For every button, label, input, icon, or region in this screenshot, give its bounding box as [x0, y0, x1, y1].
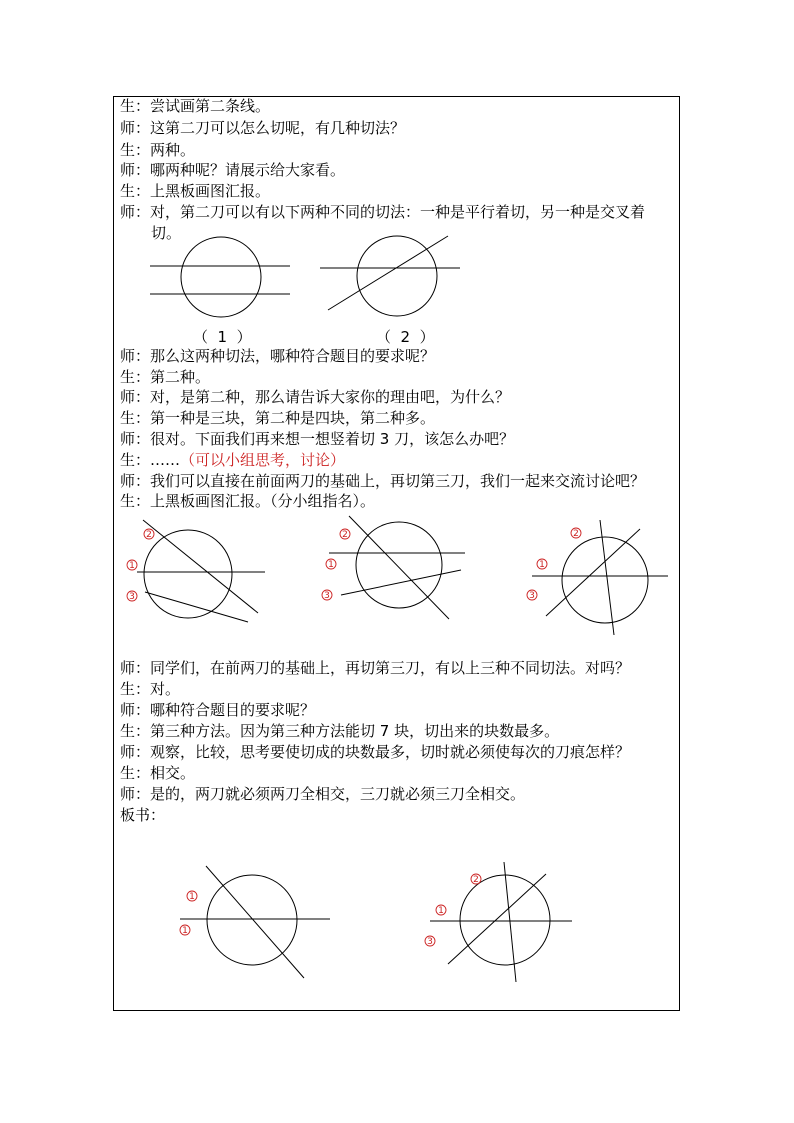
- cake-circle: [356, 522, 442, 608]
- cut-line: [349, 516, 449, 619]
- figure-parallel-cuts: [140, 228, 300, 323]
- cake-circle: [357, 236, 437, 316]
- dialogue-line: 师：哪两种呢？请展示给大家看。: [120, 161, 346, 179]
- dialogue-line: 生：尝试画第二条线。: [120, 97, 271, 115]
- marker-two: [340, 529, 350, 540]
- marker-one: [187, 891, 197, 902]
- marker-two: [144, 529, 154, 540]
- figure-three-cuts-b: [315, 515, 475, 625]
- dialogue-line: 生：第二种。: [120, 368, 211, 386]
- cake-circle: [181, 237, 261, 317]
- marker-one: [537, 559, 547, 570]
- dialogue-line: [120, 451, 345, 470]
- dialogue-line: 师：对，第二刀可以有以下两种不同的切法：一种是平行着切，另一种是交叉着: [120, 203, 646, 221]
- dialogue-line: 生：对。: [120, 680, 181, 698]
- figure-caption: （ 2 ）: [376, 328, 435, 346]
- dialogue-line: 师：同学们，在前两刀的基础上，再切第三刀，有以上三种不同切法。对吗？: [120, 659, 631, 677]
- dialogue-line: 师：这第二刀可以怎么切呢，有几种切法？: [120, 119, 406, 137]
- svg-text:1: 1: [129, 561, 135, 572]
- dialogue-line: 生：上黑板画图汇报。: [120, 182, 271, 200]
- dialogue-line: 生：两种。: [120, 141, 196, 159]
- dialogue-line: 切。: [151, 224, 182, 242]
- dialogue-line: 生：第一种是三块，第二种是四块，第二种多。: [120, 409, 436, 427]
- dialogue-line: 师：是的，两刀就必须两刀全相交，三刀就必须三刀全相交。: [120, 785, 526, 803]
- marker-three: [527, 590, 537, 601]
- cake-circle: [207, 875, 297, 965]
- svg-text:3: 3: [427, 937, 433, 948]
- svg-text:2: 2: [146, 530, 152, 541]
- marker-one: [127, 560, 137, 571]
- discuss-prefix: 生：……: [120, 451, 181, 469]
- dialogue-line: 师：很对。下面我们再来想一想竖着切 3 刀，该怎么办吧？: [120, 430, 515, 448]
- dialogue-line: 师：观察，比较，思考要使切成的块数最多，切时就必须使每次的刀痕怎样？: [120, 743, 631, 761]
- cut-line: [448, 874, 546, 964]
- cut-line: [504, 862, 516, 982]
- cake-circle: [460, 875, 550, 965]
- svg-text:1: 1: [539, 560, 545, 571]
- board-notes-label: 板书：: [120, 806, 166, 824]
- cut-line: [206, 866, 304, 978]
- svg-text:2: 2: [573, 529, 579, 540]
- cake-circle: [562, 537, 648, 623]
- figure-crossing-cuts: [310, 228, 470, 323]
- dialogue-line: 师：那么这两种切法，哪种符合题目的要求呢？: [120, 347, 436, 365]
- marker-one: [326, 559, 336, 570]
- svg-text:2: 2: [342, 530, 348, 541]
- dialogue-line: 生：相交。: [120, 764, 196, 782]
- figure-three-cuts-a: [115, 515, 275, 625]
- svg-text:1: 1: [438, 906, 444, 917]
- marker-one: [180, 925, 190, 936]
- svg-text:2: 2: [473, 875, 479, 886]
- svg-text:1: 1: [189, 892, 195, 903]
- cut-line: [546, 529, 640, 616]
- dialogue-line: 师：我们可以直接在前面两刀的基础上，再切第三刀，我们一起来交流讨论吧？: [120, 472, 646, 490]
- cut-line: [143, 520, 258, 613]
- board-figure-two-cuts: [170, 860, 340, 985]
- dialogue-line: 师：对，是第二种，那么请告诉大家你的理由吧，为什么？: [120, 388, 511, 406]
- discuss-note: （可以小组思考，讨论）: [180, 451, 346, 469]
- dialogue-line: 生：第三种方法。因为第三种方法能切 7 块，切出来的块数最多。: [120, 722, 560, 740]
- board-figure-three-cuts: [420, 860, 590, 985]
- marker-three: [127, 591, 137, 602]
- marker-one: [436, 905, 446, 916]
- figure-three-cuts-c: [520, 515, 680, 640]
- svg-text:1: 1: [328, 560, 334, 571]
- marker-three: [425, 936, 435, 947]
- marker-two: [571, 528, 581, 539]
- svg-text:3: 3: [129, 592, 135, 603]
- cut-line: [341, 570, 461, 595]
- marker-three: [322, 590, 332, 601]
- dialogue-line: 师：哪种符合题目的要求呢？: [120, 701, 316, 719]
- dialogue-line: 生：上黑板画图汇报。（分小组指名）。: [120, 492, 376, 510]
- figure-caption: （ 1 ）: [193, 328, 252, 346]
- svg-text:1: 1: [182, 926, 188, 937]
- svg-text:3: 3: [324, 591, 330, 602]
- svg-text:3: 3: [529, 591, 535, 602]
